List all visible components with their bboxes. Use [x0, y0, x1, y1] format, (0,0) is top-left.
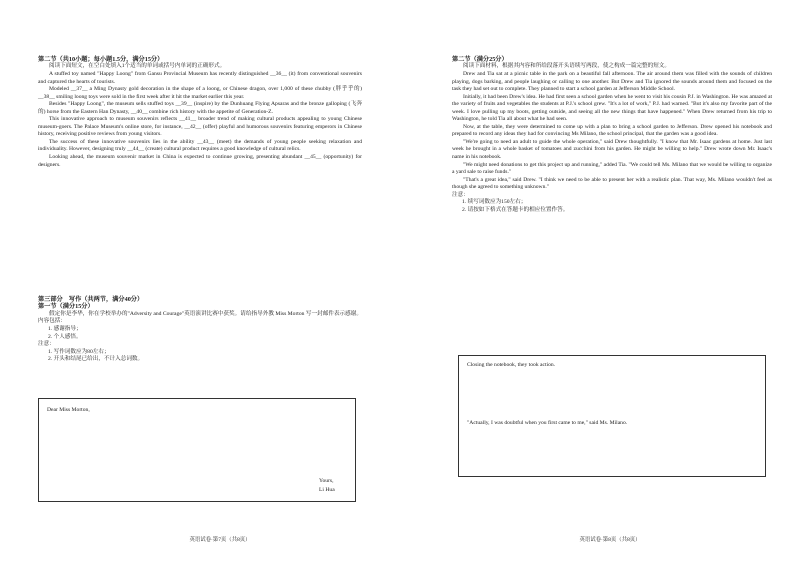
note-item: 2. 请按如下格式在答题卡的相应位置作答。 — [462, 206, 569, 213]
story-paragraph: Drew and Tia sat at a picnic table in the park on a beautiful fall afternoon. The air around them was filled with the sounds of children playing, dogs barking, and people laughing or calling to one another. But Drew and Tia ignored the sounds around them and focused on the task they had set out to complete. They planned to start a school garden at Jefferson Middle School. — [452, 70, 772, 93]
notes-label: 注意： — [38, 341, 55, 348]
passage-paragraph: Besides "Happy Loong", the museum sells stuffed toys __39__ (inspire) by the Dunhuang Flying Apsaras and the bronze galloping (飞奔的) horse from the Eastern Han Dynasty, __40__ combine rich history with the appetite of Generation-Z. — [38, 101, 362, 115]
note-item: 2. 开头和结尾已给出，不计入总词数。 — [48, 356, 144, 363]
passage-paragraph: A stuffed toy named "Happy Loong" from Gansu Provincial Museum has recently distinguished __36__ (it) from conventional souvenirs and captured the hearts of tourists. — [38, 70, 362, 85]
page-footer: 英语试卷·第8页（共8页） — [579, 537, 641, 543]
note-item: 1. 写作词数应为80左右； — [48, 348, 110, 355]
note-item: 1. 续写词数应为150左右； — [462, 199, 527, 206]
continuation-writing-section — [452, 56, 772, 214]
letter-closing: Yours, — [319, 478, 334, 484]
section-instruction: 阅读下面材料，根据其内容和所给段落开头语续写两段，使之构成一篇完整的短文。 — [463, 63, 670, 70]
part-title: 第三部分 写作（共两节，满分40分） — [38, 296, 144, 303]
writing-section — [38, 296, 362, 364]
story-paragraph: "We might need donations to get this project up and running," added Tia. "We could tell Ms. Milano that we would be willing to organize a yard sale to raise funds." — [452, 161, 772, 176]
passage-paragraph: This innovative approach to museum souvenirs reflects __41__ broader trend of making cultural products appealing to young Chinese museum-goers. The Palace Museum's online store, for instance, __42__ (offer) playful and humorous souvenirs featuring emperors in Chinese history, receiving positive reviews from young visitors. — [38, 116, 362, 138]
subsection-title: 第一节（满分15分） — [38, 303, 94, 311]
story-paragraph: "We're going to need an adult to guide the whole operation," said Drew thoughtfully. "I know that Mr. Isaac gardens at home. Just last week he brought in a whole basket of tomatoes and zucchini from his garden. He might be willing to help." Drew wrote down Mr. Isaac's name in his notebook. — [452, 138, 772, 160]
continuation-answer-box[interactable] — [458, 355, 766, 477]
paragraph1-opening: Closing the notebook, they took action. — [467, 362, 556, 368]
content-point: 2. 个人感悟。 — [48, 333, 82, 340]
letter-signature: Li Hua — [319, 487, 335, 493]
passage-paragraph: Modeled __37__ a Ming Dynasty gold decoration in the shape of a loong, or Chinese dragon, over 1,000 of these chubby (胖乎乎的) __38__ smiling loong toys were sold in the first week after it hit the market earlier this year. — [38, 86, 362, 100]
section-title: 第二节（满分25分） — [452, 56, 508, 63]
letter-answer-box[interactable] — [38, 398, 356, 502]
section-instruction: 阅读下面短文，在空白处填入1个适当的单词或括号内单词的正确形式。 — [49, 63, 226, 70]
story-paragraph: Initially, it had been Drew's idea. He had first seen a school garden when he went to visit his cousin P.J. in Washington. He was amazed at the variety of fruits and vegetables the students at P.J.'s school grew. "It's a lot of work," P.J. had warned. "But it's also my favorite part of the week. I love pulling up my boots, getting outside, and seeing all the new things that have happened." When Drew returned from his trip to Washington, he told Tia all about what he had seen. — [452, 93, 772, 123]
passage-paragraph: The success of these innovative souvenirs lies in the ability __43__ (meet) the demands of young people seeking relaxation and individuality. However, designing truly __44__ (create) cultural product requires a good knowledge of cultural relics. — [38, 138, 362, 153]
grammar-fill-section — [38, 56, 362, 169]
exam-page-8 — [400, 0, 800, 566]
writing-prompt: 假定你是李华，你在学校举办的"Adversity and Courage"英语演讲比赛中获奖。请给指导外教 Miss Morton 写一封邮件表示感谢。内容包括： — [38, 310, 362, 325]
letter-greeting: Dear Miss Morton, — [47, 407, 90, 413]
passage-paragraph: Looking ahead, the museum souvenir market in China is expected to continue growing, presenting abundant __45__ (opportunity) for designers. — [38, 153, 362, 168]
story-paragraph: Now, at the table, they were determined to come up with a plan to bring a school garden to Jefferson. Drew opened his notebook and prepared to record any ideas they had for convincing Ms Milano, the school principal, that the garden was a good idea. — [452, 123, 772, 138]
story-paragraph: "That's a great idea," said Drew. "I think we need to be able to present her with a realistic plan. That way, Ms. Milano wouldn't feel as though she agreed to something unknown." — [452, 176, 772, 191]
paragraph2-opening: "Actually, I was doubtful when you first came to me," said Ms. Milano. — [467, 420, 628, 426]
page-footer: 英语试卷·第7页（共8页） — [189, 537, 251, 543]
notes-label: 注意： — [452, 191, 469, 198]
content-point: 1. 感谢指导； — [48, 325, 82, 332]
section-title: 第二节（共10小题；每小题1.5分，满分15分） — [38, 56, 164, 63]
